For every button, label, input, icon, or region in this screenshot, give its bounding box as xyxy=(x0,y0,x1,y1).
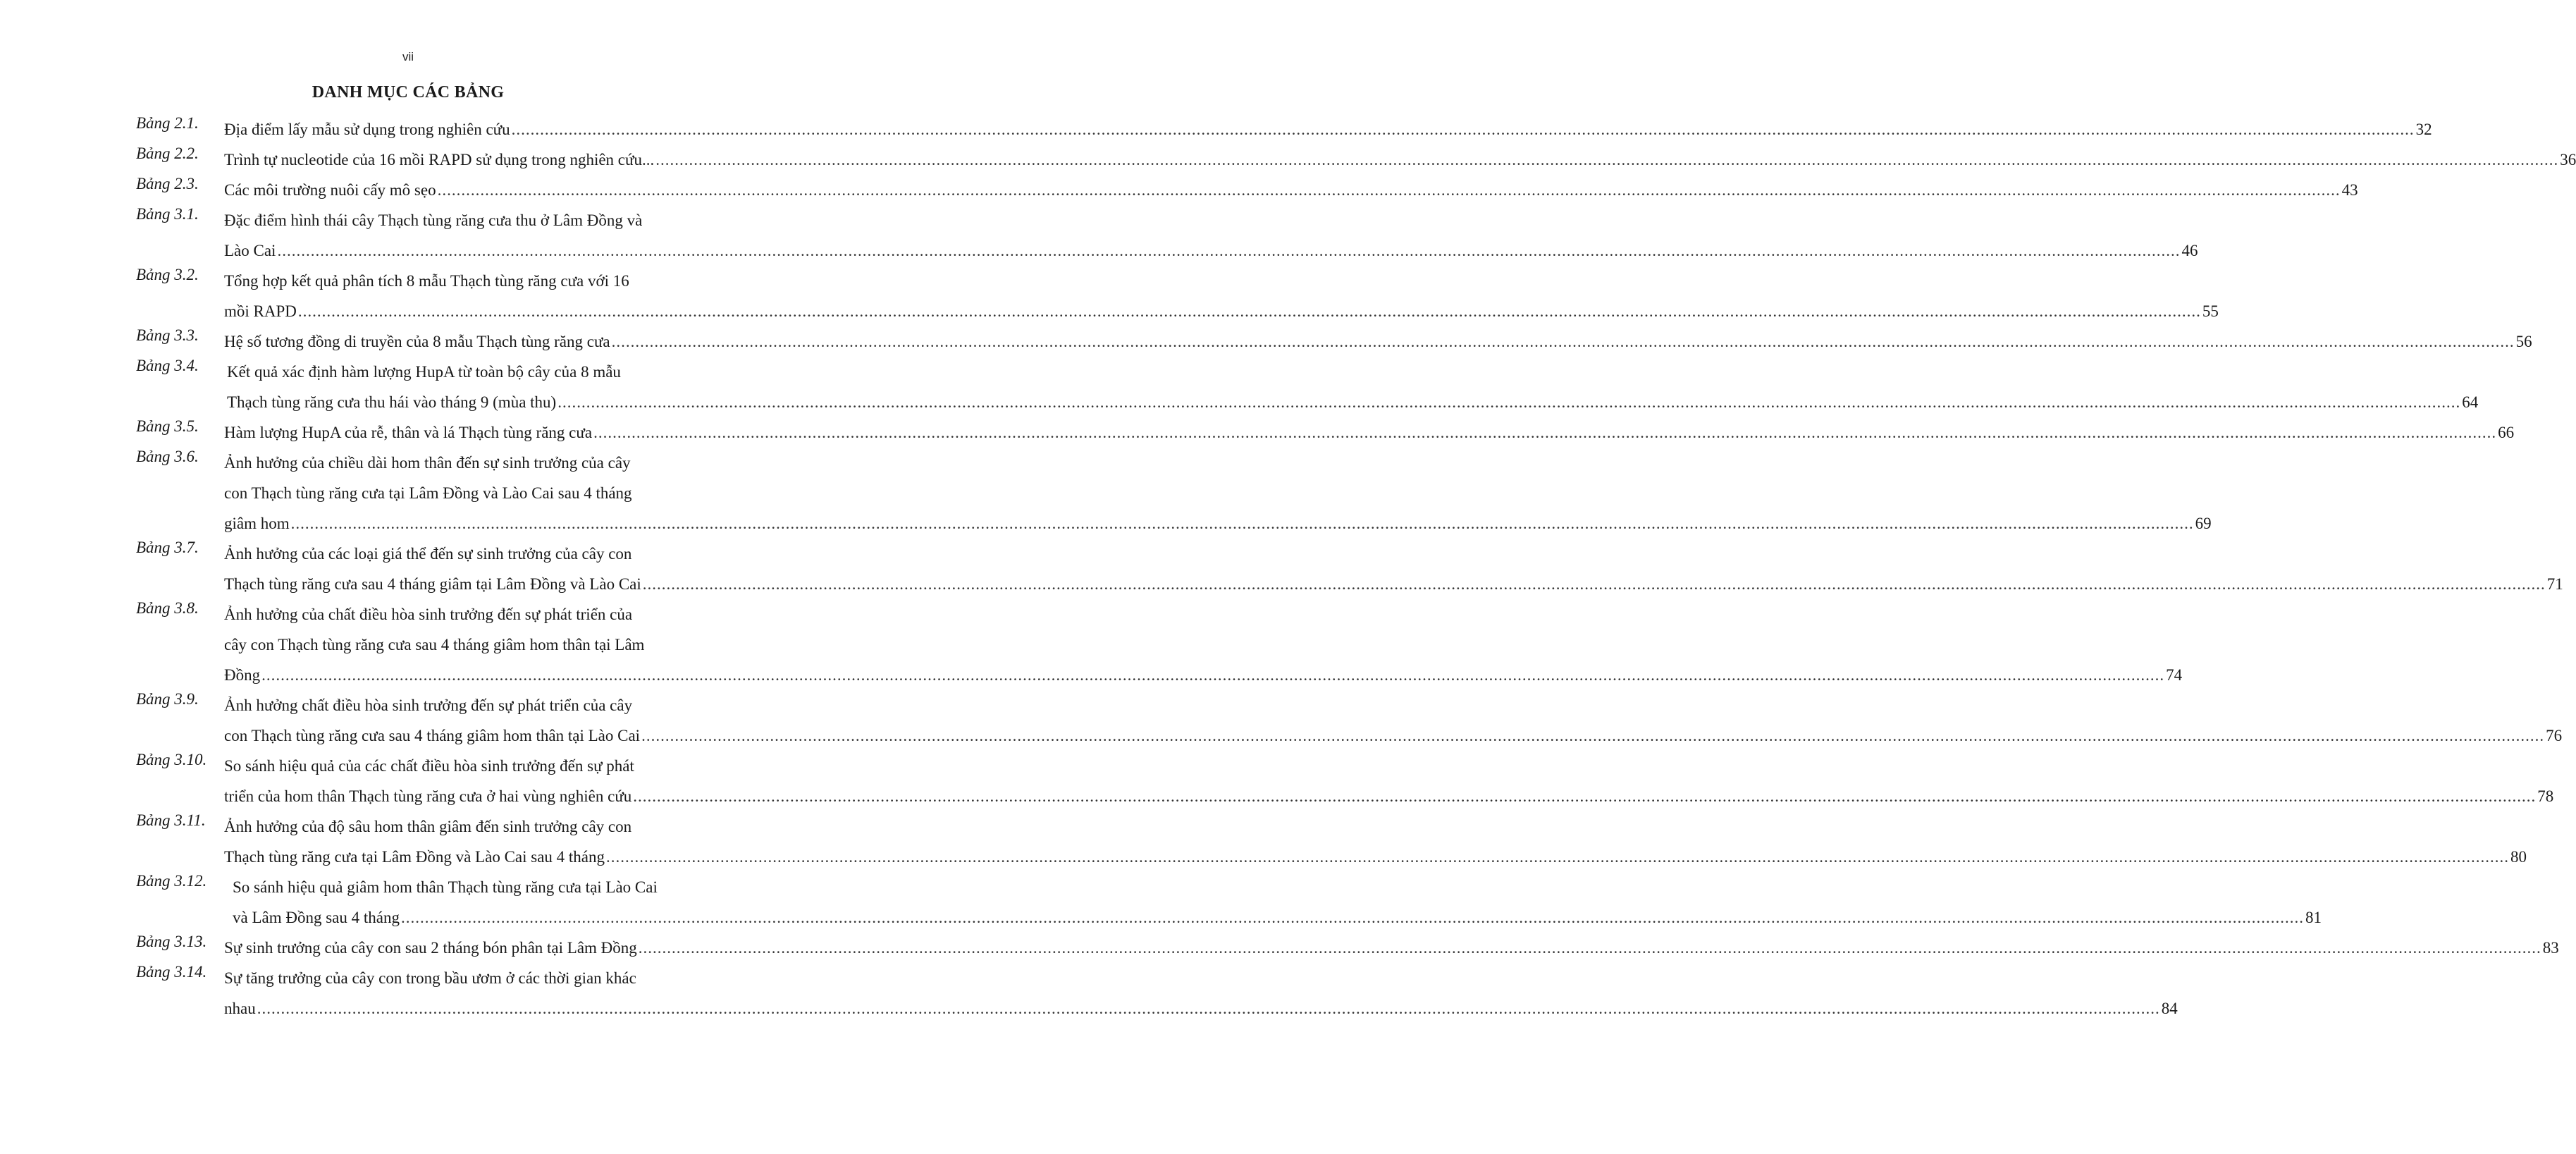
toc-entry-text: Ảnh hưởng của chất điều hòa sinh trưởng đến sự phát triển của xyxy=(224,606,633,623)
toc-entry[interactable] xyxy=(0,448,2212,539)
toc-entry-label: Bảng 3.3. xyxy=(136,326,199,344)
toc-entry[interactable] xyxy=(0,690,2563,751)
dot-leader: ................................................................................................................................................................................................................................................................................................................................................................................................................ xyxy=(261,666,2165,684)
toc-entry[interactable] xyxy=(0,872,2322,933)
toc-entry-text: cây con Thạch tùng răng cưa sau 4 tháng giâm hom thân tại Lâm xyxy=(224,636,645,653)
toc-entry-page: 81 xyxy=(2305,909,2322,926)
toc-entry-text: con Thạch tùng răng cưa sau 4 tháng giâm hom thân tại Lào Cai xyxy=(224,727,641,744)
toc-entry-page: 80 xyxy=(2510,848,2527,866)
toc-entry[interactable] xyxy=(0,539,2563,599)
toc-entry-page: 43 xyxy=(2341,181,2358,199)
toc-entry[interactable] xyxy=(0,357,2479,417)
toc-entry-label: Bảng 3.13. xyxy=(136,933,207,950)
toc-entry-text: Ảnh hưởng của các loại giá thể đến sự sinh trưởng của cây con xyxy=(224,545,632,563)
toc-entry-page: 36 xyxy=(2560,151,2576,168)
toc-entry-label: Bảng 3.10. xyxy=(136,751,207,768)
toc-entry-text: Ảnh hưởng của chiều dài hom thân đến sự sinh trưởng của cây xyxy=(224,454,631,472)
toc-entry-text: nhau xyxy=(224,1000,256,1017)
toc-entry-page: 32 xyxy=(2415,121,2432,138)
toc-entry-label: Bảng 3.8. xyxy=(136,599,199,617)
toc-entry-page: 83 xyxy=(2542,939,2559,957)
toc-entry-text: triển của hom thân Thạch tùng răng cưa ở hai vùng nghiên cứu xyxy=(224,787,632,805)
toc-entry-page: 74 xyxy=(2166,666,2183,684)
toc-entry-page: 69 xyxy=(2195,515,2212,532)
toc-entry-label: Bảng 3.2. xyxy=(136,266,199,283)
page-title: DANH MỤC CÁC BẢNG xyxy=(312,83,505,102)
toc-entry-text: Địa điểm lấy mẫu sử dụng trong nghiên cứu xyxy=(224,121,510,138)
toc-entry[interactable] xyxy=(0,114,2432,145)
toc-entry-text: Trình tự nucleotide của 16 mồi RAPD sử dụng trong nghiên cứu... xyxy=(224,151,655,168)
toc-entry-text: Đặc điểm hình thái cây Thạch tùng răng cưa thu ở Lâm Đồng và xyxy=(224,211,643,229)
dot-leader: ................................................................................................................................................................................................................................................................................................................................................................................................................ xyxy=(400,909,2304,926)
toc-entry-label: Bảng 2.3. xyxy=(136,175,199,192)
toc-entry-label: Bảng 3.14. xyxy=(136,963,207,981)
toc-entry-text: Ảnh hưởng chất điều hòa sinh trưởng đến sự phát triển của cây xyxy=(224,696,633,714)
toc-entry-label: Bảng 3.7. xyxy=(136,539,199,556)
toc-entry[interactable] xyxy=(0,811,2527,872)
toc-entry-label: Bảng 2.1. xyxy=(136,114,199,132)
toc-entry-text: Các môi trường nuôi cấy mô sẹo xyxy=(224,181,436,199)
dot-leader: ................................................................................................................................................................................................................................................................................................................................................................................................................ xyxy=(290,515,2194,532)
toc-entry-label: Bảng 3.4. xyxy=(136,357,199,374)
toc-entry-text: So sánh hiệu quả của các chất điều hòa sinh trưởng đến sự phát xyxy=(224,757,634,775)
toc-entry-text: Đồng xyxy=(224,666,261,684)
toc-entry-label: Bảng 3.11. xyxy=(136,811,206,829)
toc-entry-text: Hàm lượng HupA của rễ, thân và lá Thạch tùng răng cưa xyxy=(224,424,593,441)
dot-leader: ................................................................................................................................................................................................................................................................................................................................................................................................................ xyxy=(297,302,2201,320)
toc-entry-page: 64 xyxy=(2462,393,2479,411)
toc-entry-text: Ảnh hưởng của độ sâu hom thân giâm đến sinh trưởng cây con xyxy=(224,818,632,835)
dot-leader: ................................................................................................................................................................................................................................................................................................................................................................................................................ xyxy=(641,727,2545,744)
toc-entry-label: Bảng 3.1. xyxy=(136,205,199,223)
dot-leader: ................................................................................................................................................................................................................................................................................................................................................................................................................ xyxy=(606,848,2510,866)
toc-entry-text: Tổng hợp kết quả phân tích 8 mẫu Thạch tùng răng cưa với 16 xyxy=(224,272,629,290)
toc-entry-page: 76 xyxy=(2546,727,2563,744)
toc-entry[interactable] xyxy=(0,963,2178,1024)
toc-entry[interactable] xyxy=(0,205,2198,266)
toc-entry-text: Sự sinh trưởng của cây con sau 2 tháng bón phân tại Lâm Đồng xyxy=(224,939,637,957)
dot-leader: ................................................................................................................................................................................................................................................................................................................................................................................................................ xyxy=(437,181,2341,199)
toc-entry-text: Lào Cai xyxy=(224,242,276,259)
dot-leader: ................................................................................................................................................................................................................................................................................................................................................................................................................ xyxy=(655,151,2559,168)
toc-entry-label: Bảng 3.5. xyxy=(136,417,199,435)
toc-entry[interactable] xyxy=(0,417,2515,448)
toc-entry-page: 55 xyxy=(2202,302,2219,320)
dot-leader: ................................................................................................................................................................................................................................................................................................................................................................................................................ xyxy=(611,333,2515,350)
toc-entry-label: Bảng 3.9. xyxy=(136,690,199,708)
toc-entry[interactable] xyxy=(0,145,2576,175)
toc-entry-text: và Lâm Đồng sau 4 tháng xyxy=(233,909,400,926)
dot-leader: ................................................................................................................................................................................................................................................................................................................................................................................................................ xyxy=(638,939,2541,957)
toc-entry[interactable] xyxy=(0,751,2554,811)
toc-entry-label: Bảng 3.12. xyxy=(136,872,207,890)
toc-entry-page: 46 xyxy=(2181,242,2198,259)
table-list xyxy=(0,114,2576,1024)
toc-entry[interactable] xyxy=(0,175,2358,205)
toc-entry-page: 56 xyxy=(2515,333,2532,350)
toc-entry-text: giâm hom xyxy=(224,515,290,532)
toc-entry-text: Hệ số tương đồng di truyền của 8 mẫu Thạch tùng răng cưa xyxy=(224,333,610,350)
toc-entry-text: Thạch tùng răng cưa thu hái vào tháng 9 (mùa thu) xyxy=(227,393,557,411)
toc-entry-page: 84 xyxy=(2161,1000,2178,1017)
toc-entry-page: 78 xyxy=(2537,787,2554,805)
toc-entry[interactable] xyxy=(0,933,2559,963)
dot-leader: ................................................................................................................................................................................................................................................................................................................................................................................................................ xyxy=(277,242,2181,259)
dot-leader: ................................................................................................................................................................................................................................................................................................................................................................................................................ xyxy=(511,121,2415,138)
toc-entry-text: Kết quả xác định hàm lượng HupA từ toàn bộ cây của 8 mẫu xyxy=(227,363,621,381)
toc-entry-text: Thạch tùng răng cưa tại Lâm Đồng và Lào Cai sau 4 tháng xyxy=(224,848,605,866)
toc-entry-label: Bảng 3.6. xyxy=(136,448,199,465)
toc-entry-page: 66 xyxy=(2498,424,2515,441)
toc-entry-text: So sánh hiệu quả giâm hom thân Thạch tùng răng cưa tại Lào Cai xyxy=(233,878,658,896)
toc-entry[interactable] xyxy=(0,326,2532,357)
toc-entry[interactable] xyxy=(0,266,2219,326)
dot-leader: ................................................................................................................................................................................................................................................................................................................................................................................................................ xyxy=(633,787,2537,805)
dot-leader: ................................................................................................................................................................................................................................................................................................................................................................................................................ xyxy=(593,424,2497,441)
page-number: vii xyxy=(402,50,414,63)
toc-entry-label: Bảng 2.2. xyxy=(136,145,199,162)
toc-entry-text: Thạch tùng răng cưa sau 4 tháng giâm tại Lâm Đồng và Lào Cai xyxy=(224,575,641,593)
dot-leader: ................................................................................................................................................................................................................................................................................................................................................................................................................ xyxy=(642,575,2546,593)
toc-entry-text: mồi RAPD xyxy=(224,302,297,320)
dot-leader: ................................................................................................................................................................................................................................................................................................................................................................................................................ xyxy=(557,393,2461,411)
toc-entry-page: 71 xyxy=(2546,575,2563,593)
toc-entry-text: Sự tăng trưởng của cây con trong bầu ươm ở các thời gian khác xyxy=(224,969,636,987)
dot-leader: ................................................................................................................................................................................................................................................................................................................................................................................................................ xyxy=(257,1000,2160,1017)
toc-entry[interactable] xyxy=(0,599,2183,690)
toc-entry-text: con Thạch tùng răng cưa tại Lâm Đồng và Lào Cai sau 4 tháng xyxy=(224,484,632,502)
